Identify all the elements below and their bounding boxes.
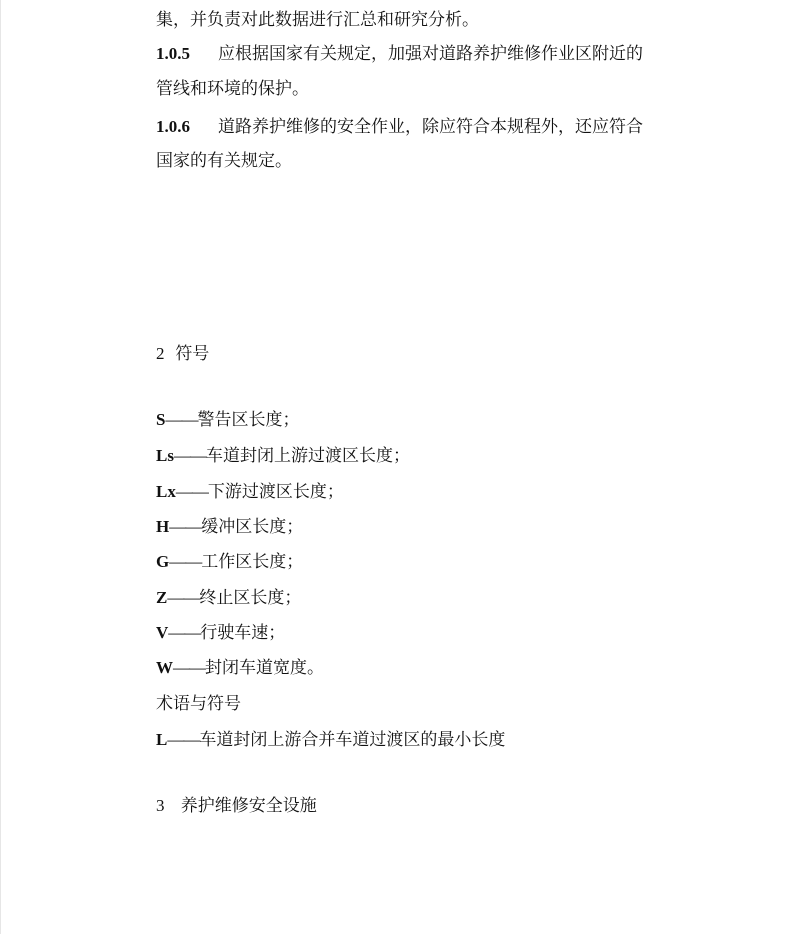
symbol: W [156, 658, 173, 677]
symbol: Lx [156, 482, 176, 501]
symbol: G [156, 552, 170, 571]
clause-text-line1: 道路养护维修的安全作业，除应符合本规程外，还应符合 [218, 117, 643, 137]
clause-1-0-5 [156, 43, 643, 65]
section-title: 养护维修安全设施 [180, 796, 317, 816]
clause-text-line2: 国家的有关规定。 [156, 151, 292, 171]
dash: —— [167, 588, 200, 607]
clause-text-line2: 管线和环境的保护。 [156, 79, 309, 99]
dash: —— [167, 730, 200, 749]
section-heading-symbols [156, 343, 209, 365]
symbol: Z [156, 588, 168, 607]
section-number: 3 [156, 796, 165, 815]
subheading-terms-symbols [156, 693, 241, 715]
symbol: S [156, 410, 166, 429]
section-heading-safety-facilities [156, 795, 317, 817]
dash: —— [175, 482, 208, 501]
dash: —— [173, 658, 205, 677]
symbol-description: 行驶车速； [200, 623, 286, 643]
section-number: 2 [156, 344, 165, 363]
symbol-description: 车道封闭上游过渡区长度； [205, 446, 410, 466]
symbol-description: 下游过渡区长度； [207, 482, 344, 502]
symbol-description: 封闭车道宽度。 [205, 658, 324, 678]
symbol-description: 工作区长度； [201, 552, 304, 572]
symbol-item [156, 729, 505, 751]
dash: —— [169, 517, 202, 536]
dash: —— [168, 623, 201, 642]
symbol-description: 终止区长度； [199, 588, 302, 608]
paragraph-tail-text: 集，并负责对此数据进行汇总和研究分析。 [156, 10, 479, 30]
clause-text-line1: 应根据国家有关规定，加强对道路养护维修作业区附近的 [218, 44, 643, 64]
symbol: V [156, 623, 169, 642]
clause-1-0-6 [156, 116, 643, 138]
symbol: Ls [156, 446, 174, 465]
symbol: H [156, 517, 170, 536]
dash: —— [173, 446, 206, 465]
symbol-item [156, 587, 301, 609]
symbol-item [156, 409, 299, 431]
dash: —— [169, 552, 202, 571]
symbol-item [156, 657, 324, 679]
symbol-item [156, 622, 285, 644]
symbol-item [156, 516, 303, 538]
subheading-text: 术语与符号 [156, 694, 241, 714]
symbol-description: 车道封闭上游合并车道过渡区的最小长度 [199, 730, 506, 750]
clause-number: 1.0.6 [156, 117, 190, 136]
paragraph-tail-line [156, 9, 479, 31]
symbol-description: 警告区长度； [197, 410, 300, 430]
clause-1-0-6-continued [156, 150, 292, 172]
clause-number: 1.0.5 [156, 44, 190, 63]
section-title: 符号 [175, 344, 210, 364]
symbol-description: 缓冲区长度； [201, 517, 304, 537]
symbol: L [156, 730, 168, 749]
dash: —— [165, 410, 198, 429]
symbol-item [156, 445, 410, 467]
clause-1-0-5-continued [156, 78, 309, 100]
symbol-item [156, 551, 303, 573]
symbol-item [156, 481, 344, 503]
